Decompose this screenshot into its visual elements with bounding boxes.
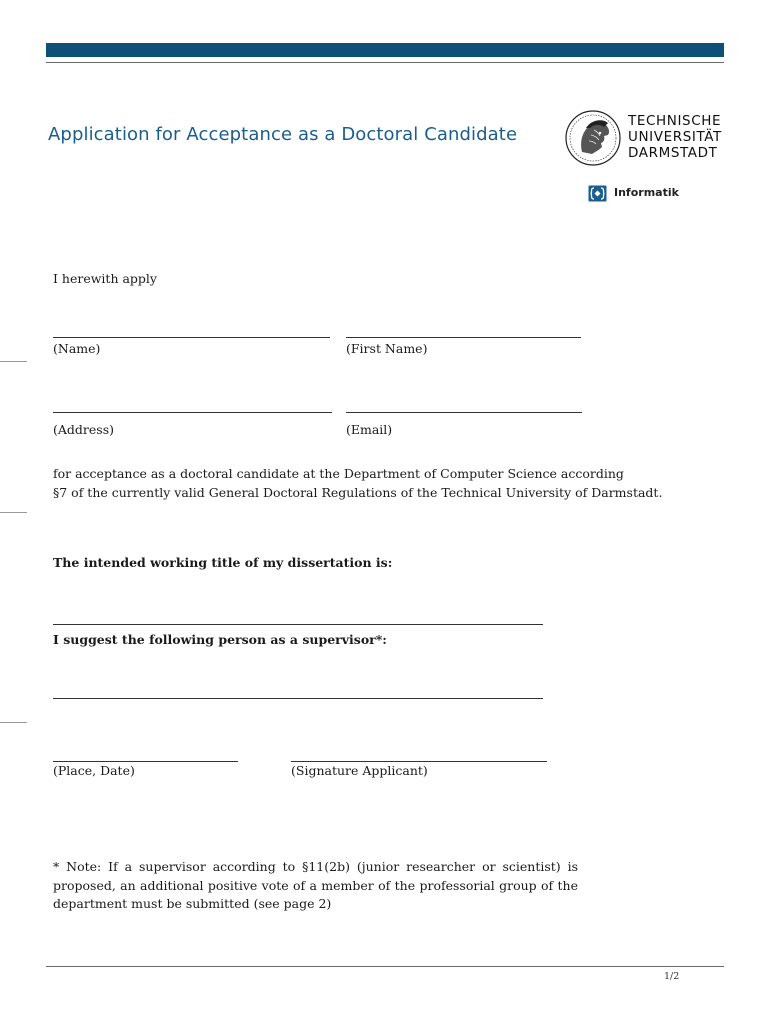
department-label: Informatik: [614, 186, 679, 199]
university-name-line3: DARMSTADT: [628, 145, 718, 161]
fold-mark-lower: [0, 722, 27, 723]
address-label: (Address): [53, 422, 114, 437]
athena-seal-logo: [564, 108, 622, 168]
first-name-label: (First Name): [346, 341, 428, 356]
university-name: [628, 113, 722, 161]
signature-field[interactable]: [291, 761, 547, 762]
first-name-field[interactable]: [346, 337, 581, 338]
informatik-icon: [588, 185, 607, 202]
intro-text: I herewith apply: [53, 271, 157, 286]
university-name-line2: UNIVERSITÄT: [628, 129, 722, 145]
supervisor-heading: I suggest the following person as a supervisor*:: [53, 632, 387, 647]
header-divider: [46, 62, 724, 63]
email-field[interactable]: [346, 412, 582, 413]
signature-label: (Signature Applicant): [291, 763, 428, 778]
acceptance-text-line2: §7 of the currently valid General Doctoral Regulations of the Technical University of Darmstadt.: [53, 485, 663, 500]
punch-mark: [0, 512, 27, 513]
name-field[interactable]: [53, 337, 330, 338]
name-label: (Name): [53, 341, 101, 356]
email-label: (Email): [346, 422, 393, 437]
place-date-label: (Place, Date): [53, 763, 135, 778]
acceptance-text-line1: for acceptance as a doctoral candidate at the Department of Computer Science according: [53, 466, 624, 481]
university-name-line1: TECHNISCHE: [628, 113, 722, 129]
header-color-bar: [46, 43, 724, 57]
place-date-field[interactable]: [53, 761, 238, 762]
dissertation-heading: The intended working title of my dissertation is:: [53, 555, 393, 570]
fold-mark: [0, 361, 27, 362]
page-title: Application for Acceptance as a Doctoral Candidate: [48, 124, 518, 145]
page-number: 1/2: [664, 971, 680, 982]
address-field[interactable]: [53, 412, 332, 413]
dissertation-title-field[interactable]: [53, 624, 543, 625]
footer-divider: [46, 966, 724, 967]
supervisor-note: * Note: If a supervisor according to §11(2b) (junior researcher or scientist) is proposed, an additional positive vote of a member of the professorial group of the department must be submitted (see page 2): [53, 859, 578, 911]
supervisor-field[interactable]: [53, 698, 543, 699]
